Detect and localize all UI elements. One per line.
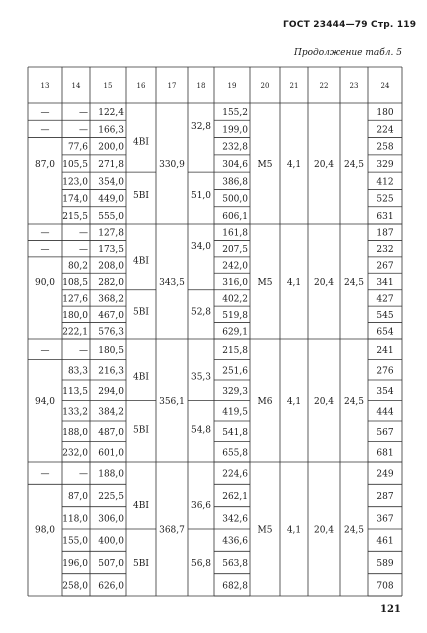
table-cell-c15: 271,8	[98, 160, 124, 170]
table-cell-c24: 525	[376, 194, 394, 205]
table-cell-c14: 118,0	[62, 514, 88, 525]
column-header: 21	[289, 82, 299, 90]
table-cell-c24: 412	[376, 177, 394, 188]
table-cell-c16: 4ВI	[133, 256, 149, 267]
table-group-cell-c13: 98,0	[34, 525, 56, 536]
table-cell-c14: 83,3	[67, 366, 88, 377]
table-cell-c18: 54,8	[190, 425, 212, 436]
table-cell-c19: 155,2	[222, 108, 248, 119]
table-cell-c16: 4ВI	[133, 137, 149, 148]
column-header: 13	[40, 82, 50, 90]
table-cell-c19: 215,8	[222, 345, 248, 356]
table-cell-c14: —	[79, 345, 88, 356]
table-cell-c24: 545	[376, 310, 394, 321]
table-cell-c14: —	[79, 469, 88, 480]
table-group-cell-c23: 24,5	[343, 278, 365, 288]
table-cell-c16: 4ВI	[133, 372, 149, 383]
table-cell-c19: 500,0	[222, 194, 248, 205]
table-cell-c19: 563,8	[222, 559, 248, 569]
table-cell-c14: —	[79, 125, 88, 136]
table-cell-c15: 354,0	[98, 177, 124, 188]
table-cell-c24: 267	[376, 261, 394, 272]
table-cell-c19: 342,6	[222, 514, 248, 525]
column-header: 15	[103, 82, 113, 90]
table-cell-c15: 576,3	[98, 327, 124, 338]
table-cell-c24: 341	[376, 278, 394, 288]
table-cell-c24: 224	[376, 125, 394, 136]
table-cell-c15: 282,0	[98, 278, 124, 288]
table-cell-c15: 180,5	[98, 345, 124, 356]
column-header: 22	[319, 82, 329, 90]
column-header: 14	[71, 82, 81, 90]
table-cell-c15: 487,0	[98, 427, 124, 438]
table-cell-c15: 626,0	[98, 581, 124, 592]
table-group-cell-c13: 90,0	[34, 278, 56, 288]
table-cell-c14: 133,2	[62, 407, 88, 418]
table-cell-c15: 208,0	[98, 261, 124, 272]
table-cell-c13: —	[40, 125, 50, 136]
page-number: 121	[380, 604, 401, 615]
table-cell-c16: 5ВI	[133, 559, 149, 569]
table-cell-c14: 123,0	[62, 177, 88, 188]
table-group-cell-c13: 87,0	[34, 160, 56, 170]
table-group-cell-c23: 24,5	[343, 525, 365, 536]
table-cell-c19: 519,8	[222, 310, 248, 321]
table-cell-c15: 200,0	[98, 142, 124, 153]
table-cell-c24: 367	[376, 514, 394, 525]
table-cell-c24: 329	[376, 160, 394, 170]
table-cell-c24: 631	[376, 211, 394, 222]
table-cell-c19: 304,6	[222, 160, 248, 170]
table-cell-c19: 161,8	[222, 228, 248, 239]
table-cell-c13: —	[40, 228, 50, 239]
table-cell-c16: 4ВI	[133, 500, 149, 511]
table-cell-c19: 316,0	[222, 278, 248, 288]
table-cell-c15: 188,0	[98, 469, 124, 480]
table-cell-c15: 225,5	[98, 492, 124, 502]
table-cell-c15: 173,5	[98, 245, 124, 256]
table-cell-c19: 199,0	[222, 125, 248, 136]
table-cell-c14: 196,0	[62, 559, 88, 569]
table-group-cell-c13: 94,0	[34, 397, 56, 407]
table-group-cell-c20: М5	[257, 160, 273, 170]
table-cell-c24: 249	[376, 469, 394, 480]
table-cell-c14: 188,0	[62, 427, 88, 438]
table-cell-c13: —	[40, 469, 50, 480]
table-cell-c24: 258	[376, 142, 394, 153]
table-group-cell-c22: 20,4	[313, 160, 335, 170]
table-group-cell-c17: 368,7	[159, 525, 185, 536]
table-cell-c15: 368,2	[98, 294, 124, 305]
table-cell-c19: 224,6	[222, 469, 248, 480]
table-group-cell-c22: 20,4	[313, 397, 335, 407]
table-group-cell-c23: 24,5	[343, 160, 365, 170]
table-group-cell-c21: 4,1	[286, 278, 302, 288]
table-cell-c24: 287	[376, 492, 394, 502]
table-cell-c14: —	[79, 228, 88, 239]
column-header: 23	[349, 82, 359, 90]
table-cell-c15: 166,3	[98, 125, 124, 136]
table-cell-c13: —	[40, 108, 50, 119]
table-cell-c19: 207,5	[222, 245, 248, 256]
table-cell-c24: 681	[376, 448, 394, 459]
table-cell-c14: 105,5	[62, 160, 88, 170]
table-cell-c24: 567	[376, 427, 394, 438]
table-cell-c15: 122,4	[98, 108, 124, 119]
table-cell-c14: 77,6	[67, 142, 88, 153]
table-cell-c14: —	[79, 245, 88, 256]
table-cell-c15: 601,0	[98, 448, 124, 459]
table-group-cell-c22: 20,4	[313, 278, 335, 288]
table-cell-c24: 354	[376, 386, 394, 397]
table-cell-c14: 174,0	[62, 194, 88, 205]
table-cell-c14: —	[79, 108, 88, 119]
table-group-cell-c17: 330,9	[159, 160, 185, 170]
table-cell-c19: 606,1	[222, 211, 248, 222]
table-group-cell-c20: М5	[257, 525, 273, 536]
table-cell-c16: 5ВI	[133, 191, 149, 202]
table-cell-c18: 52,8	[190, 307, 212, 318]
table-cell-c15: 127,8	[98, 228, 124, 239]
table-cell-c24: 708	[376, 581, 394, 592]
table-cell-c19: 329,3	[222, 386, 248, 397]
column-header: 19	[227, 82, 237, 90]
table-cell-c24: 589	[376, 559, 394, 569]
table-cell-c14: 222,1	[62, 327, 88, 338]
column-header: 17	[167, 82, 177, 90]
table-cell-c19: 402,2	[222, 294, 248, 305]
table-cell-c14: 155,0	[62, 536, 88, 547]
table-cell-c19: 655,8	[222, 448, 248, 459]
table-cell-c24: 232	[376, 245, 394, 256]
table-cell-c15: 384,2	[98, 407, 124, 418]
table-cell-c18: 36,6	[190, 500, 212, 511]
table-cell-c15: 467,0	[98, 310, 124, 321]
table-cell-c14: 127,6	[62, 294, 88, 305]
table-cell-c13: —	[40, 245, 50, 256]
table-cell-c13: —	[40, 345, 50, 356]
table-continuation-note: Продолжение табл. 5	[294, 48, 402, 58]
table-cell-c18: 56,8	[190, 559, 212, 569]
table-cell-c19: 386,8	[222, 177, 248, 188]
table-cell-c16: 5ВI	[133, 307, 149, 318]
table-cell-c14: 87,0	[67, 492, 88, 502]
table-cell-c24: 461	[376, 536, 394, 547]
table-cell-c19: 436,6	[222, 536, 248, 547]
table-cell-c24: 276	[376, 366, 394, 377]
table-cell-c19: 232,8	[222, 142, 248, 153]
table-cell-c24: 180	[376, 108, 394, 119]
table-group-cell-c17: 343,5	[159, 278, 185, 288]
table-group-cell-c21: 4,1	[286, 160, 302, 170]
table-cell-c19: 541,8	[222, 427, 248, 438]
table-group-cell-c20: М6	[257, 397, 273, 407]
table-cell-c19: 629,1	[222, 327, 248, 338]
column-header: 24	[380, 82, 390, 90]
table-group-cell-c20: М5	[257, 278, 273, 288]
table-cell-c15: 294,0	[98, 386, 124, 397]
table-cell-c14: 215,5	[62, 211, 88, 222]
table-cell-c15: 555,0	[98, 211, 124, 222]
table-group-cell-c17: 356,1	[159, 397, 185, 407]
table-cell-c14: 232,0	[62, 448, 88, 459]
table-cell-c24: 654	[376, 327, 394, 338]
table-cell-c14: 108,5	[62, 278, 88, 288]
table-group-cell-c22: 20,4	[313, 525, 335, 536]
table-cell-c15: 400,0	[98, 536, 124, 547]
table-cell-c24: 187	[376, 228, 394, 239]
column-header: 20	[260, 82, 270, 90]
table-cell-c15: 306,0	[98, 514, 124, 525]
table-cell-c18: 35,3	[190, 372, 212, 383]
table-cell-c19: 682,8	[222, 581, 248, 592]
table-cell-c14: 258,0	[62, 581, 88, 592]
table-cell-c19: 242,0	[222, 261, 248, 272]
table-cell-c24: 444	[376, 407, 394, 418]
column-header: 16	[136, 82, 146, 90]
table-cell-c15: 216,3	[98, 366, 124, 377]
table-group-cell-c21: 4,1	[286, 525, 302, 536]
column-header: 18	[196, 82, 206, 90]
table-cell-c14: 113,5	[62, 386, 88, 397]
table-group-cell-c21: 4,1	[286, 397, 302, 407]
table-cell-c14: 180,0	[62, 310, 88, 321]
table-cell-c18: 34,0	[190, 241, 212, 252]
table-cell-c24: 427	[376, 294, 394, 305]
table-cell-c18: 51,0	[190, 191, 212, 202]
table-cell-c16: 5ВI	[133, 425, 149, 436]
table-cell-c19: 262,1	[222, 492, 248, 502]
document-header: ГОСТ 23444—79 Стр. 119	[283, 20, 417, 30]
table-cell-c15: 449,0	[98, 194, 124, 205]
table-cell-c19: 419,5	[222, 407, 248, 418]
table-cell-c18: 32,8	[190, 121, 212, 132]
table-group-cell-c23: 24,5	[343, 397, 365, 407]
table-cell-c15: 507,0	[98, 559, 124, 569]
table-cell-c14: 80,2	[67, 261, 88, 272]
table-cell-c24: 241	[376, 345, 394, 356]
table-cell-c19: 251,6	[222, 366, 248, 377]
